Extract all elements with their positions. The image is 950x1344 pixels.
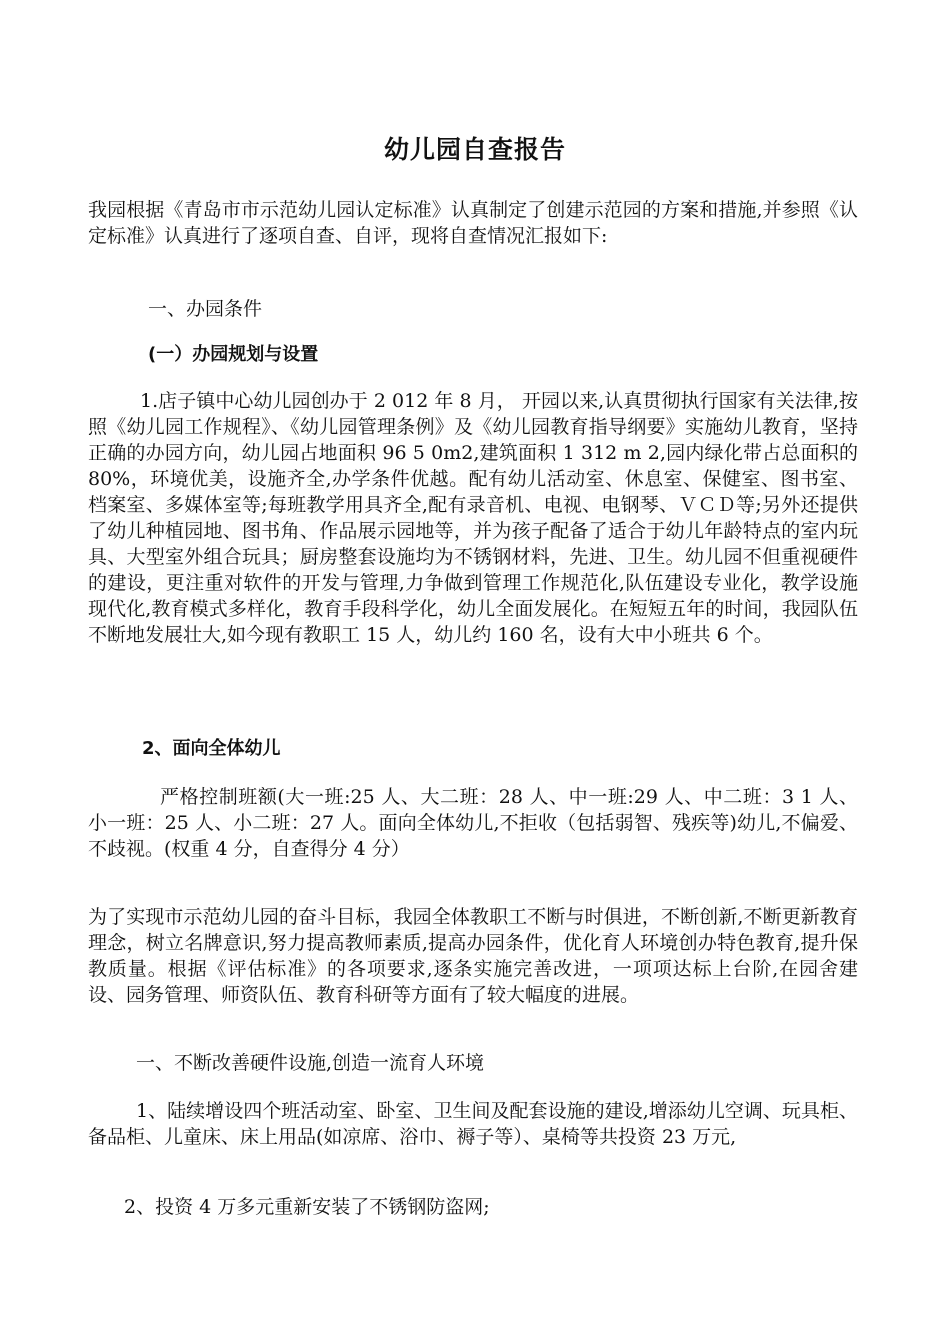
section-heading-hardware: 一、不断改善硬件设施,创造一流育人环境 bbox=[136, 1052, 485, 1074]
page-title: 幼儿园自查报告 bbox=[383, 135, 566, 164]
paragraph-kindergarten-overview: 1.店子镇中心幼儿园创办于 2 012 年 8 月， 开园以来,认真贯彻执行国家有关法律,按照《幼儿园工作规程》、《幼儿园管理条例》及《幼儿园教育指导纲要》实施幼儿教育，坚持正确的办园方向，幼儿园占地面积 96 5 0m2,建筑面积 1 312 m 2,园内绿化带占总面积的 80%，环境优美，设施齐全,办学条件优越。配有幼儿活动室、休息室、保健室、图书室、档案室、多媒体室等;每班教学用具齐全,配有录音机、电视、电钢琴、ＶＣＤ等;另外还提供了幼儿种植园地、图书角、作品展示园地等，并为孩子配备了适合于幼儿年龄特点的室内玩具、大型室外组合玩具；厨房整套设施均为不锈钢材料，先进、卫生。幼儿园不但重视硬件的建设，更注重对软件的开发与管理,力争做到管理工作规范化,队伍建设专业化，教学设施现代化,教育模式多样化，教育手段科学化，幼儿全面发展化。在短短五年的时间，我园队伍不断地发展壮大,如今现有教职工 15 人，幼儿约 160 名，设有大中小班共 6 个。 bbox=[88, 390, 858, 646]
subsection-heading-all-children: 2、面向全体幼儿 bbox=[142, 738, 281, 759]
subsection-heading-planning: (一）办园规划与设置 bbox=[148, 344, 319, 365]
paragraph-facilities: 1、陆续增设四个班活动室、卧室、卫生间及配套设施的建设,增添幼儿空调、玩具柜、备品柜、儿童床、床上用品(如凉席、浴巾、褥子等）、桌椅等共投资 23 万元, bbox=[88, 1100, 858, 1148]
paragraph-security-net: 2、投资 4 万多元重新安装了不锈钢防盗网; bbox=[124, 1196, 490, 1218]
paragraph-class-size: 严格控制班额(大一班:25 人、大二班：28 人、中一班:29 人、中二班：3 1 人、小一班：25 人、小二班：27 人。面向全体幼儿,不拒收（包括弱智、残疾等)幼儿,不偏爱、不歧视。(权重 4 分，自查得分 4 分） bbox=[88, 786, 858, 860]
paragraph-goals: 为了实现市示范幼儿园的奋斗目标，我园全体教职工不断与时俱进，不断创新,不断更新教育理念，树立名牌意识,努力提高教师素质,提高办园条件，优化育人环境创办特色教育,提升保教质量。根据《评估标准》的各项要求,逐条实施完善改进，一项项达标上台阶,在园舍建设、园务管理、师资队伍、教育科研等方面有了较大幅度的进展。 bbox=[88, 906, 858, 1006]
intro-paragraph: 我园根据《青岛市市示范幼儿园认定标准》认真制定了创建示范园的方案和措施,并参照《认定标准》认真进行了逐项自查、自评，现将自查情况汇报如下: bbox=[88, 199, 858, 247]
section-heading-conditions: 一、办园条件 bbox=[148, 298, 263, 320]
